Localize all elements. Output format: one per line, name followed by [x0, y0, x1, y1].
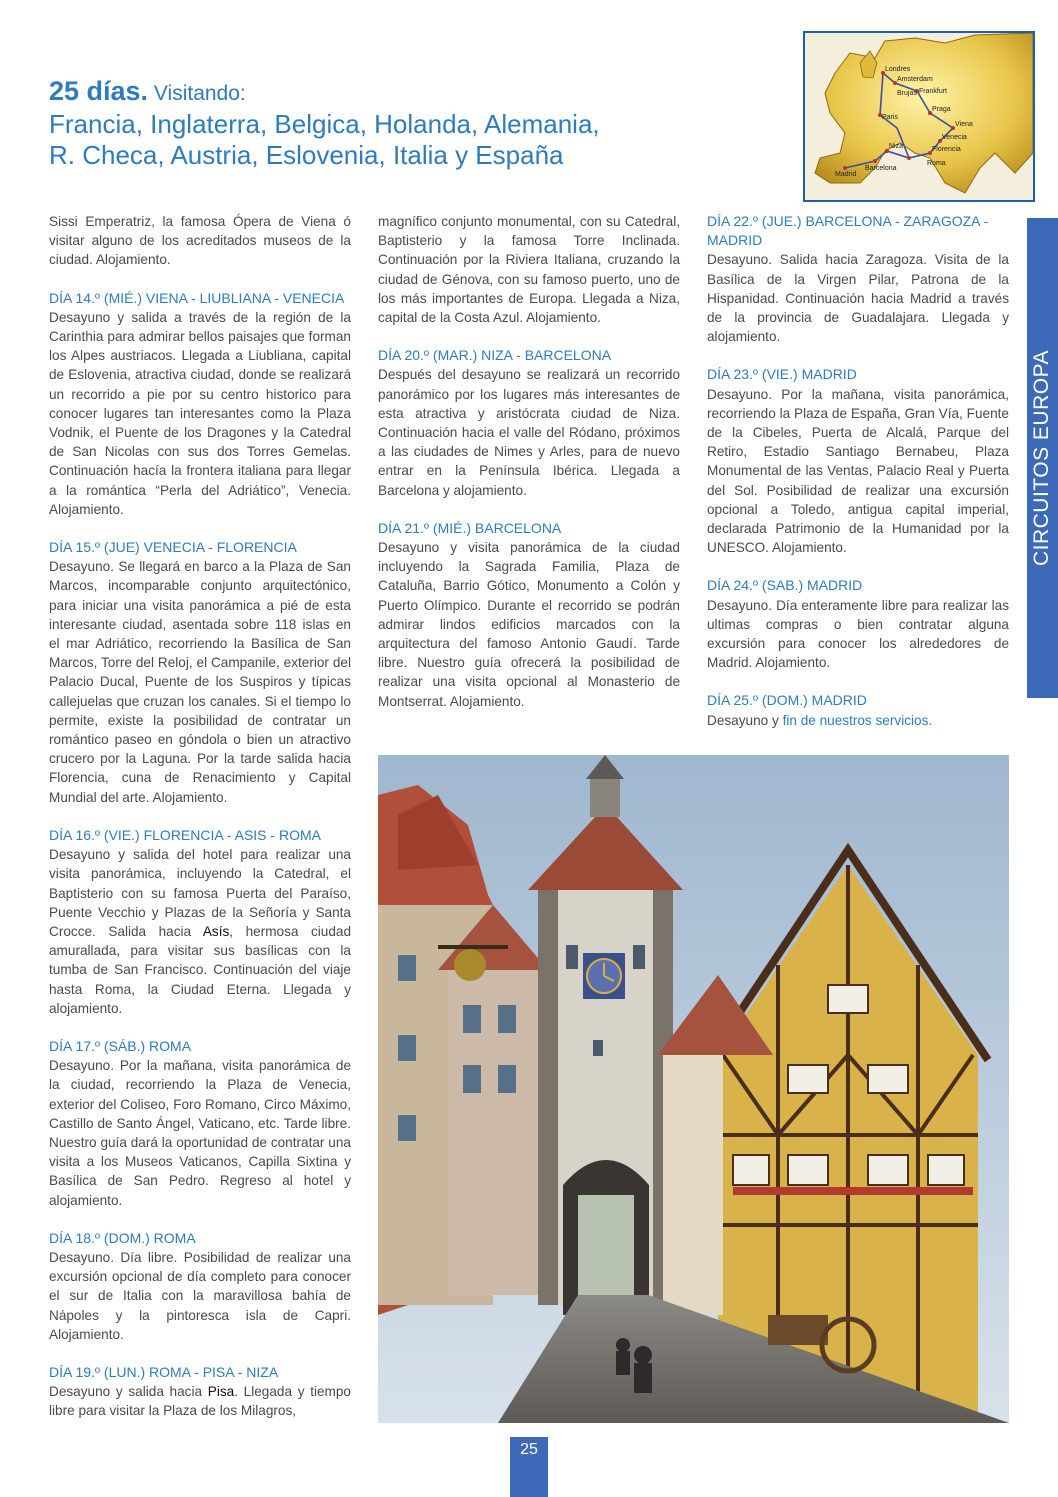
day24-title: DÍA 24.º (SAB.) MADRID [707, 577, 863, 594]
day16-title: DÍA 16.º (VIE.) FLORENCIA - ASIS - ROMA [49, 826, 321, 843]
day20-text: Después del desayuno se realizará un recorrido panorámico por los lugares más interesantes de esta atractiva y aristócrata ciudad de Niza. Continuación hacia el valle del Ródano, próximos a las ciudades de Nimes y Arles, para de nuevo entrar en la Península Ibérica. Llegada a Barcelona y alojamiento. [378, 367, 680, 498]
day25-title: DÍA 25.º (DOM.) MADRID [707, 692, 867, 709]
day16-highlight: Asís [202, 923, 230, 939]
text-column-2 [378, 212, 680, 711]
day25-text-a: Desayuno y [707, 712, 783, 728]
map-label-barcelona: Barcelona [865, 165, 897, 172]
day18-text: Desayuno. Día libre. Posibilidad de realizar una excursión opcional de día completo para conocer el sur de Italia con la maravillosa bahía de Nápoles y la pintoresca isla de Capri. Alojamiento. [49, 1249, 351, 1342]
section-side-tab [1027, 218, 1058, 698]
day15-title: DÍA 15.º (JUE) VENECIA - FLORENCIA [49, 539, 297, 556]
day21-text: Desayuno y visita panorámica de la ciudad incluyendo la Sagrada Familia, Plaza de Cataluña, Barrio Gótico, Monumento a Colón y Puerto Olímpico. Durante el recorrido se podrán admirar lindos edificios marcados con la arquitectura del famoso Antonio Gaudí. Tarde libre. Nuestro guía ofrecerá la posibilidad de realizar una visita opcional al Monasterio de Montserrat. Alojamiento. [378, 540, 680, 709]
town-gate-illustration [378, 755, 1009, 1423]
day24-text: Desayuno. Día enteramente libre para realizar las ultimas compras o bien contratar alguna excursión para conocer los alrededores de Madrid. Alojamiento. [707, 597, 1009, 671]
col2-intro: magnífico conjunto monumental, con su Catedral, Baptisterio y la famosa Torre Inclinada. Continuación por la Riviera Italiana, cruzando la ciudad de Génova, con su famoso puerto, uno de los más importantes de Europa. Llegada a Niza, capital de la Costa Azul. Alojamiento. [378, 214, 680, 326]
map-label-roma: Roma [927, 160, 946, 167]
col1-intro: Sissi Emperatriz, la famosa Ópera de Viena ó visitar alguno de los acreditados museos de la ciudad. Alojamiento. [49, 214, 351, 268]
page-title [49, 76, 769, 171]
map-label-paris: Paris [882, 114, 898, 121]
text-column-1 [49, 212, 351, 1421]
map-label-niza: Niza [889, 143, 904, 150]
day16-text-a: Desayuno y salida del hotel para realizar una visita panorámica, incluyendo la Catedral, el Baptisterio con su famosa Puerta del Paraíso, Puente Vecchio y Plazas de la Señoría y Santa Crocce. Salida hacia [49, 847, 351, 939]
title-line-days [49, 76, 769, 109]
day19-title: DÍA 19.º (LUN.) ROMA - PISA - NIZA [49, 1363, 279, 1380]
day25-text [707, 711, 1009, 730]
side-tab-label: CIRCUITOS EUROPA [1030, 349, 1053, 567]
day14-title: DÍA 14.º (MIÉ.) VIENA - LIUBLIANA - VENECIA [49, 289, 345, 306]
map-label-londres: Londres [885, 66, 911, 73]
title-visiting: Visitando: [148, 82, 246, 105]
day14-text: Desayuno y salida a través de la región de la Carinthia para admirar bellos paisajes que forman los Alpes austriacos. Llegada a Liubliana, capital de Eslovenia, atractiva ciudad, donde se realizará un recorrido a pie por su centro historico para conocer lugares tan interesantes como la Plaza Vodnik, el Puente de los Dragones y la Catedral de San Nicolas con sus dos Torres Gemelas. Continuación hacía la frontera italiana para llegar a la romántica “Perla del Adriático”, Venecia. Alojamiento. [49, 309, 351, 517]
day18-title: DÍA 18.º (DOM.) ROMA [49, 1229, 196, 1246]
route-map [803, 31, 1035, 202]
title-countries-2: R. Checa, Austria, Eslovenia, Italia y España [49, 140, 564, 170]
town-gate-photo [378, 755, 1009, 1423]
day19-text-b: . Llegada y tiempo libre para visitar la Plaza de los Milagros, [49, 1384, 351, 1419]
day19-text [49, 1382, 351, 1420]
map-label-madrid: Madrid [835, 171, 857, 178]
map-label-praga: Praga [932, 106, 951, 113]
day17-title: DÍA 17.º (SÁB.) ROMA [49, 1037, 192, 1054]
title-days: 25 días. [49, 76, 149, 106]
day16-text [49, 845, 351, 1018]
map-label-viena: Viena [955, 121, 973, 128]
map-label-venecia: Venecia [942, 134, 967, 141]
day23-text: Desayuno. Por la mañana, visita panorámica, recorriendo la Plaza de España, Gran Vía, Fuente de la Cibeles, Puerta de Alcalá, Parque del Retiro, Estadio Santiago Bernabeu, Plaza Monumental de las Ventas, Palacio Real y Puerta del Sol. Posibilidad de realizar una excursión opcional a Toledo, antigua capital imperial, declarada Patrimonio de la Humanidad por la UNESCO. Alojamiento. [707, 386, 1009, 556]
day19-text-a: Desayuno y salida hacia [49, 1384, 208, 1400]
day22-title: DÍA 22.º (JUE.) BARCELONA - ZARAGOZA - MADRID [707, 213, 989, 249]
day17-text: Desayuno. Por la mañana, visita panorámica de la ciudad, recorriendo la Plaza de Venecia, exterior del Coliseo, Foro Romano, Circo Máximo, Castillo de Santo Ángel, Vaticano, etc. Tarde libre. Nuestro guía dará la oportunidad de contratar una visita a los Museos Vaticanos, Capilla Sixtina y Basílica de San Pedro. Regreso al hotel y alojamiento. [49, 1058, 351, 1208]
day25-end: fin de nuestros servicios. [782, 712, 933, 728]
map-label-frankfurt: Frankfurt [919, 88, 948, 95]
map-label-amsterdam: Amsterdam [897, 76, 933, 83]
day16-text-b: , hermosa ciudad amurallada, para visitar sus basílicas con la tumba de San Francisco. Continuación del viaje hasta Roma, la Ciudad Eterna. Llegada y alojamiento. [49, 923, 352, 1016]
day21-title: DÍA 21.º (MIÉ.) BARCELONA [378, 519, 562, 536]
map-label-brujas: Brujas [897, 90, 917, 97]
page-number: 25 [510, 1437, 548, 1497]
day19-highlight: Pisa [207, 1384, 235, 1400]
day22-text: Desayuno. Salida hacia Zaragoza. Visita de la Basílica de la Virgen Pilar, Patrona de la Hispanidad. Continuación hacia Madrid a través de la provincia de Guadalajara. Llegada y alojamiento. [707, 252, 1009, 345]
title-countries-1: Francia, Inglaterra, Belgica, Holanda, Alemania, [49, 109, 600, 139]
day23-title: DÍA 23.º (VIE.) MADRID [707, 366, 857, 383]
route-map-graphic [805, 33, 1033, 200]
text-column-3 [707, 212, 1009, 730]
day20-title: DÍA 20.º (MAR.) NIZA - BARCELONA [378, 347, 612, 364]
day15-text: Desayuno. Se llegará en barco a la Plaza de San Marcos, incomparable conjunto arquitectónico, para iniciar una visita panorámica a pié de esta interesante ciudad, asentada sobre 118 islas en el mar Adriático, recorriendo la Basílica de San Marcos, Torre del Reloj, el Campanile, exterior del Palacio Ducal, Puente de los Suspiros y típicas callejuelas que cruzan los canales. Si el tiempo lo permite, existe la posibilidad de contratar un romántico paseo en góndola o bien un atractivo crucero por la Laguna. Por la tarde salida hacia Florencia, cuna de Renacimiento y Capital Mundial del arte. Alojamiento. [49, 559, 351, 805]
map-label-florencia: Florencia [932, 146, 961, 153]
